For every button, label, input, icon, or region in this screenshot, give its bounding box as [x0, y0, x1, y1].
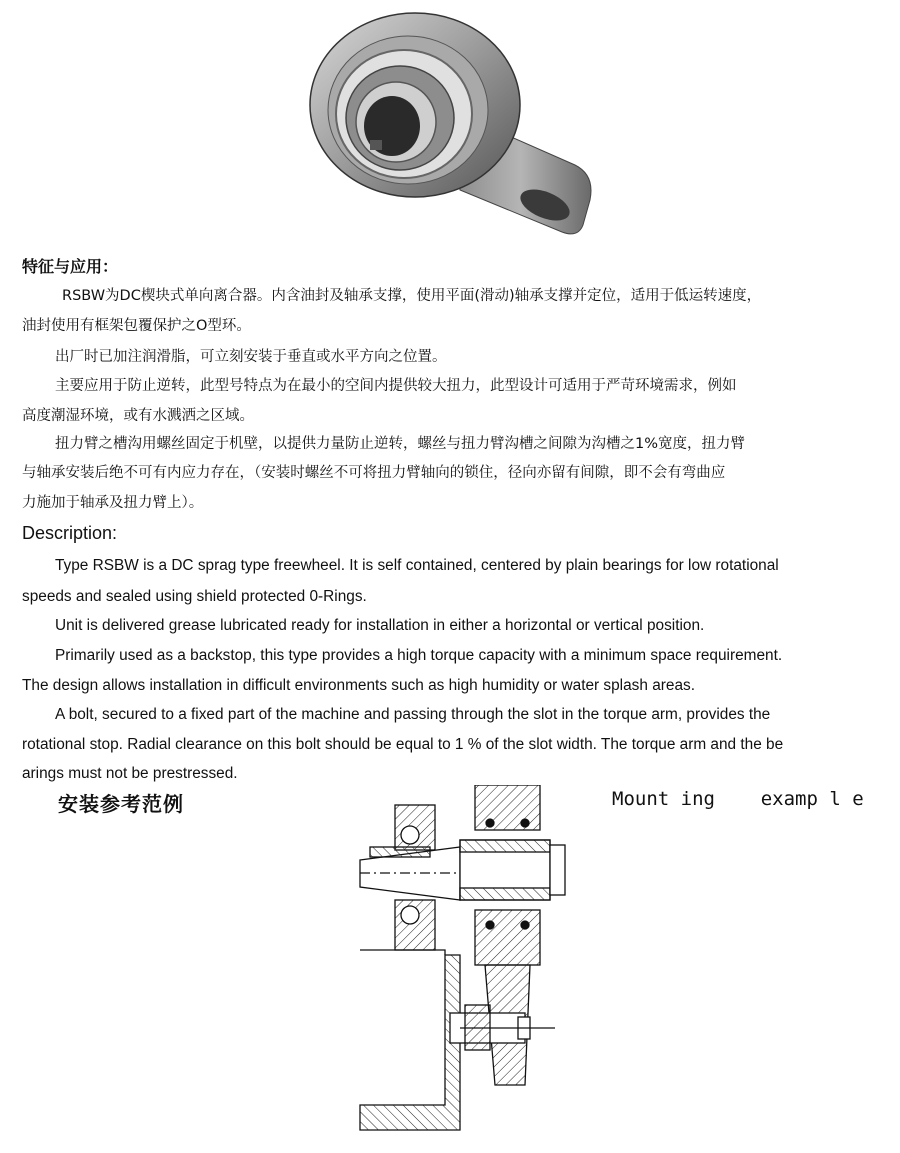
en-line-6: A bolt, secured to a fixed part of the machine and passing through the slot in the torque arm, provides the — [55, 706, 771, 723]
en-line-3: Unit is delivered grease lubricated ready for installation in either a horizontal or vertical position. — [55, 617, 705, 634]
cn-line-3: 出厂时已加注润滑脂，可立刻安装于垂直或水平方向之位置。 — [55, 349, 447, 365]
mounting-drawing — [340, 785, 580, 1140]
en-line-4: Primarily used as a backstop, this type provides a high torque capacity with a minimum space requirement. — [55, 647, 783, 664]
cn-line-2: 油封使用有框架包覆保护之O型环。 — [22, 318, 251, 334]
cn-line-5: 高度潮湿环境，或有水溅洒之区域。 — [22, 408, 254, 424]
en-line-5: The design allows installation in difficult environments such as high humidity or water splash areas. — [22, 677, 695, 694]
cn-line-1: RSBW为DC楔块式单向离合器。内含油封及轴承支撑，使用平面(滑动)轴承支撑并定位，适用于低运转速度， — [62, 288, 762, 304]
cn-line-4: 主要应用于防止逆转，此型号特点为在最小的空间内提供较大扭力，此型设计可适用于严苛环境需求，例如 — [55, 378, 737, 394]
cn-line-6: 扭力臂之槽沟用螺丝固定于机壁，以提供力量防止逆转，螺丝与扭力臂沟槽之间隙为沟槽之1%宽度，扭力臂 — [55, 436, 745, 452]
description-heading: Description: — [22, 523, 118, 543]
en-line-7: rotational stop. Radial clearance on this bolt should be equal to 1 % of the slot width. The torque arm and the be — [22, 736, 784, 753]
cn-line-7: 与轴承安装后绝不可有内应力存在，（安装时螺丝不可将扭力臂轴向的锁住，径向亦留有间隙，即不会有弯曲应 — [22, 465, 726, 481]
features-heading: 特征与应用： — [22, 257, 119, 276]
en-line-1: Type RSBW is a DC sprag type freewheel. It is self contained, centered by plain bearings for low rotational — [55, 557, 779, 574]
product-photo — [300, 0, 600, 240]
mounting-title-en: Mount ing examp l e — [612, 788, 864, 810]
en-line-2: speeds and sealed using shield protected 0-Rings. — [22, 588, 367, 605]
en-line-8: arings must not be prestressed. — [22, 765, 238, 782]
cn-line-8: 力施加于轴承及扭力臂上）。 — [22, 495, 204, 511]
mounting-title-cn: 安装参考范例 — [58, 792, 184, 816]
